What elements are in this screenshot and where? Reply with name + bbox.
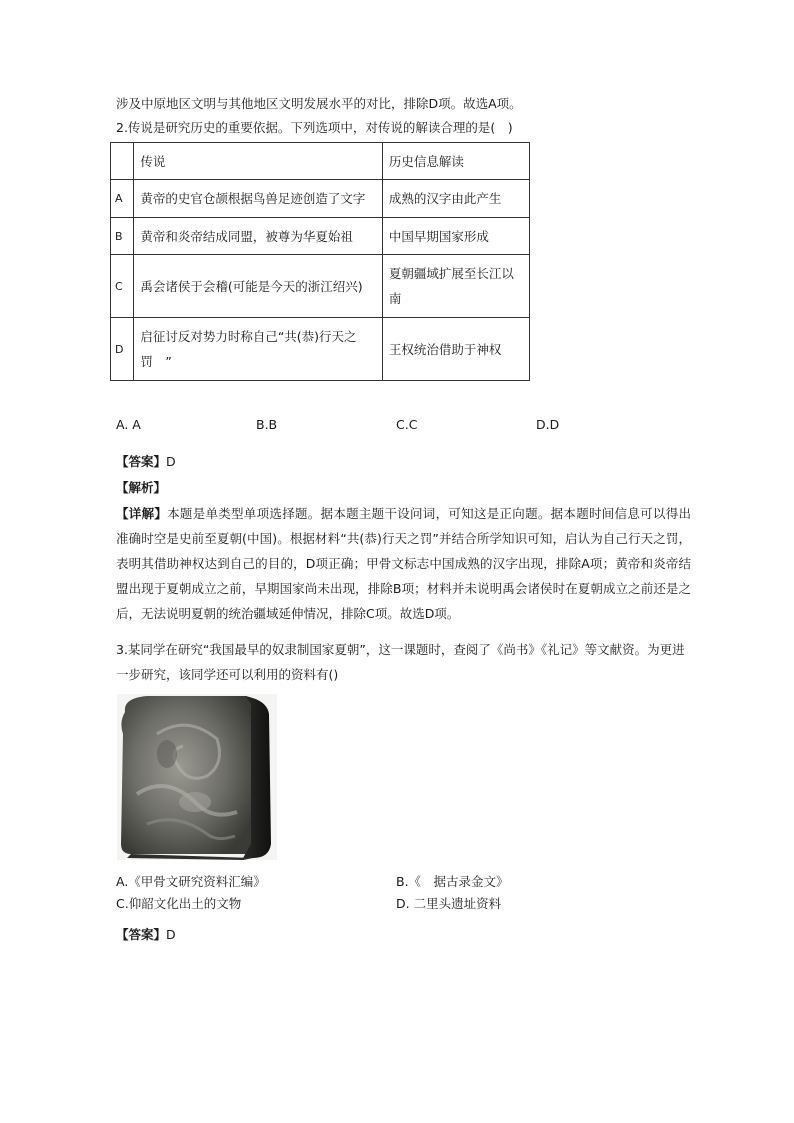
q2-stem: 2.传说是研究历史的重要依据。下列选项中，对传说的解读合理的是( ) xyxy=(116,120,513,135)
row-reading: 中国早期国家形成 xyxy=(382,218,529,255)
q3-answer xyxy=(116,926,176,944)
row-key: A xyxy=(111,180,134,218)
answer-value: D xyxy=(166,454,176,469)
table-row xyxy=(111,255,530,318)
q2-table xyxy=(110,142,530,381)
q3-stem-line1: 3.某同学在研究“我国最早的奴隶制国家夏朝”，这一课题时，查阅了《尚书》《礼记》等文献资。为更进 xyxy=(116,642,685,657)
answer-label: 【答案】 xyxy=(116,927,167,942)
answer-value: D xyxy=(166,927,176,942)
q2-option-b: B.B xyxy=(256,417,278,432)
row-reading: 王权统治借助于神权 xyxy=(382,318,529,381)
row-legend: 黄帝的史官仓颉根据鸟兽足迹创造了文字 xyxy=(134,180,383,218)
stone-artifact-image xyxy=(117,694,277,860)
row-legend: 黄帝和炎帝结成同盟，被尊为华夏始祖 xyxy=(134,218,383,255)
table-header-reading: 历史信息解读 xyxy=(382,143,529,180)
intro-line: 涉及中原地区文明与其他地区文明发展水平的对比，排除D项。故选A项。 xyxy=(116,96,522,111)
row-legend: 启征讨反对势力时称自己“共(恭)行天之罚 ” xyxy=(134,318,383,381)
q3-option-c: C.仰韶文化出土的文物 xyxy=(116,896,242,911)
table-header-legend: 传说 xyxy=(134,143,383,180)
q2-analysis-label: 【解析】 xyxy=(116,480,167,495)
table-row xyxy=(111,180,530,218)
row-key: D xyxy=(111,318,134,381)
row-legend: 禹会诸侯于会稽(可能是今天的浙江绍兴) xyxy=(134,255,383,318)
q2-option-c: C.C xyxy=(396,417,418,432)
table-header-row xyxy=(111,143,530,180)
detail-label: 【详解】 xyxy=(116,506,168,521)
row-key: C xyxy=(111,255,134,318)
q2-detail xyxy=(116,501,691,626)
table-row xyxy=(111,218,530,255)
detail-text: 本题是单类型单项选择题。据本题主题干设问词，可知这是正向题。据本题时间信息可以得出准确时空是史前至夏朝(中国)。根据材料“共(恭)行天之罚”并结合所学知识可知，启认为自己行天之罚，表明其借助神权达到自己的目的，D项正确；甲骨文标志中国成熟的汉字出现，排除A项；黄帝和炎帝结盟出现于夏朝成立之前，早期国家尚未出现，排除B项；材料并未说明禹会诸侯时在夏朝成立之前还是之后，无法说明夏朝的统治疆域延伸情况，排除C项。故选D项。 xyxy=(116,506,691,621)
q2-option-a: A. A xyxy=(116,417,141,432)
q3-option-b: B.《 据古录金文》 xyxy=(396,874,509,889)
q3-stem-line2: 一步研究，该同学还可以利用的资料有() xyxy=(116,667,339,682)
table-header-key xyxy=(111,143,134,180)
table-row xyxy=(111,318,530,381)
row-reading: 成熟的汉字由此产生 xyxy=(382,180,529,218)
q2-option-d: D.D xyxy=(536,417,560,432)
row-reading: 夏朝疆域扩展至长江以南 xyxy=(382,255,529,318)
q2-answer xyxy=(116,453,176,471)
answer-label: 【答案】 xyxy=(116,454,167,469)
q3-option-a: A.《甲骨文研究资料汇编》 xyxy=(116,874,266,889)
q3-option-d: D. 二里头遗址资料 xyxy=(396,896,502,911)
row-key: B xyxy=(111,218,134,255)
